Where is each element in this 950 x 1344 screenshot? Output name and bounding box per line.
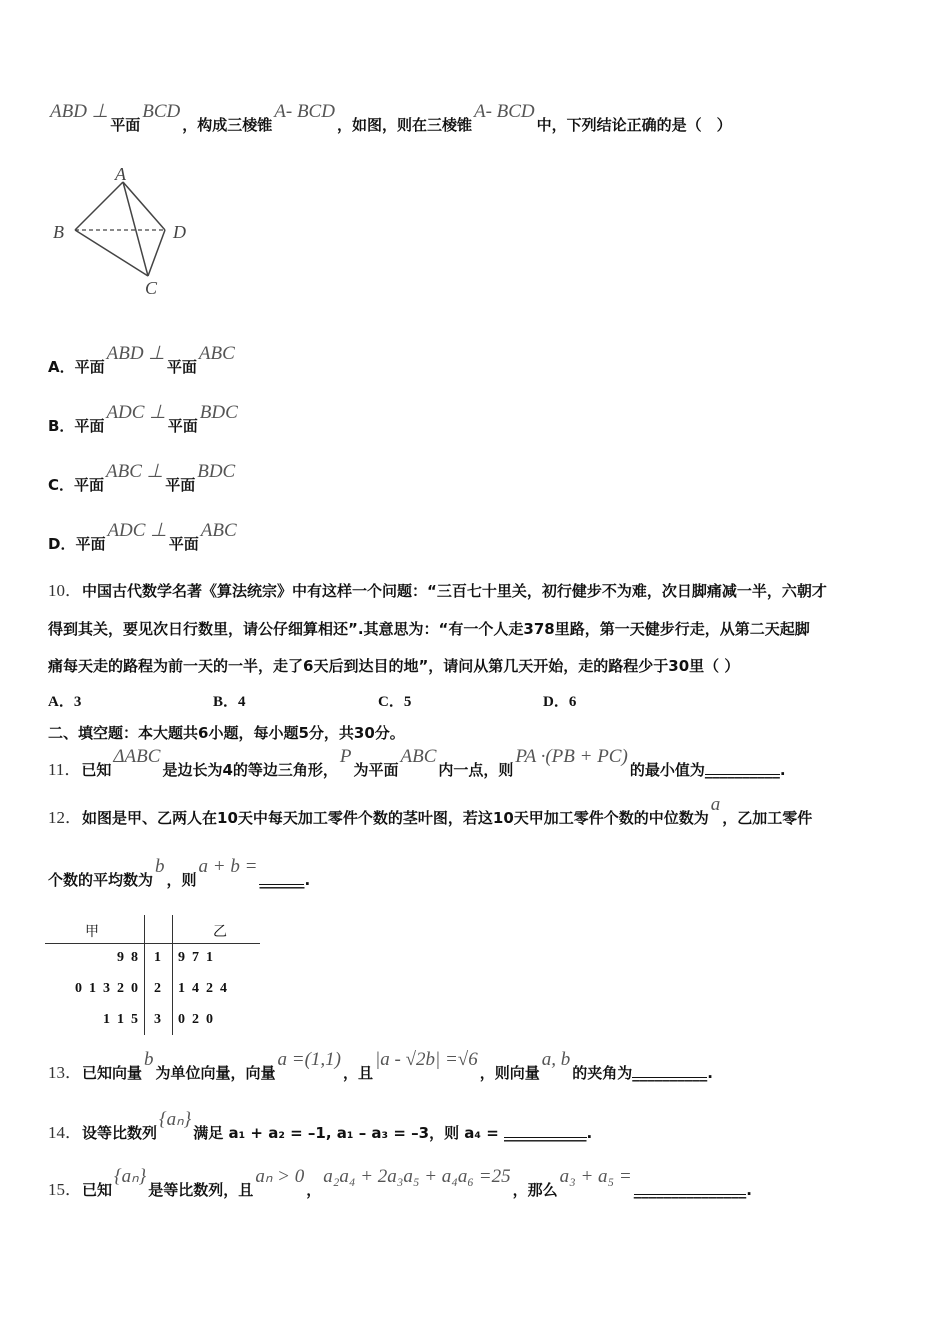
answer-blank: ___________ [504, 1124, 587, 1142]
answer-blank: ______ [259, 871, 305, 889]
right-leaves: 0 2 0 [178, 1012, 213, 1027]
math-expression: aₙ > 0 [255, 1166, 305, 1187]
text-segment: 为单位向量，向量 [155, 1064, 276, 1082]
label-d: D [173, 222, 186, 242]
answer-blank: __________ [704, 761, 780, 779]
math-expression: A‑ BCD [274, 101, 335, 122]
text-segment: 的夹角为 [572, 1064, 633, 1082]
text-segment: 平面 [167, 417, 198, 435]
text-segment: 设等比数列 [82, 1124, 158, 1142]
stem: 2 [154, 981, 161, 996]
question-14 [48, 1109, 593, 1143]
question-number: 14． [48, 1123, 82, 1142]
text-segment: ，构成三棱锥 [182, 116, 273, 134]
math-expression: ABC [200, 520, 237, 541]
text-segment: 二、填空题：本大题共6小题，每小题5分，共30分。 [48, 724, 405, 742]
question-10-line [48, 581, 827, 601]
label-a: A [115, 164, 126, 184]
math-expression: a + b = [198, 856, 258, 877]
math-expression: a₂a₄ + 2a₃a₅ + a₄a₆ =25 [323, 1166, 511, 1187]
text-segment: B．平面 [48, 417, 105, 435]
text-segment: 中国古代数学名著《算法统宗》中有这样一个问题：“三百七十里关，初行健步不为难，次日脚痛减一半，六朝才 [82, 582, 827, 600]
question-9-stem [48, 101, 732, 135]
math-expression: a₃ + a₅ = [559, 1166, 632, 1187]
text-segment: . [586, 1124, 593, 1142]
left-leaves: 0 1 3 2 0 [75, 981, 138, 996]
label-c: C [145, 278, 158, 298]
left-leaves: 1 1 5 [103, 1012, 138, 1027]
stem-divider-right [172, 915, 173, 1035]
text-segment: . [779, 761, 786, 779]
stem-leaf-table [45, 915, 260, 1035]
text-segment: ，且 [343, 1064, 374, 1082]
q10-option-b: B．4 [213, 694, 246, 710]
math-expression: {aₙ} [114, 1166, 147, 1187]
math-expression: BDC [199, 402, 238, 423]
text-segment: . [746, 1181, 752, 1199]
right-leaves: 9 7 1 [178, 950, 213, 965]
text-segment: 平面 [165, 476, 196, 494]
option-d [48, 520, 239, 554]
question-12-line [48, 794, 813, 828]
tetrahedron-figure [45, 160, 205, 300]
option-b [48, 402, 240, 436]
math-expression: a =(1,1) [277, 1049, 342, 1070]
math-expression: ABC [198, 343, 235, 364]
math-expression: BCD [142, 101, 181, 122]
math-expression: ABD ⊥ [50, 101, 109, 122]
header-jia: 甲 [85, 924, 99, 940]
section-heading [48, 723, 405, 743]
text-segment: C．平面 [48, 476, 105, 494]
text-segment: 平面 [110, 116, 141, 134]
math-expression: ABD ⊥ [106, 343, 165, 364]
answer-blank: __________ [632, 1064, 708, 1082]
math-expression: a, b [541, 1049, 571, 1070]
header-yi: 乙 [213, 924, 227, 940]
text-segment: . [304, 871, 311, 889]
text-segment: 中，下列结论正确的是（ ） [536, 116, 732, 134]
text-segment: 痛每天走的路程为前一天的一半，走了6天后到达目的地”，请问从第几天开始，走的路程少于30里（ ） [48, 657, 740, 675]
math-expression: b [144, 1049, 154, 1070]
text-segment: ，如图，则在三棱锥 [336, 116, 472, 134]
math-expression: |a ‑ √2b| =√6 [375, 1049, 478, 1070]
text-segment: 是边长为4的等边三角形， [162, 761, 338, 779]
question-15 [48, 1166, 752, 1200]
stem: 1 [154, 950, 161, 965]
stem-divider-left [144, 915, 145, 1035]
math-expression: ADC ⊥ [106, 402, 166, 423]
question-11 [48, 746, 786, 780]
question-number: 11． [48, 760, 82, 779]
option-a [48, 343, 237, 377]
edge-cd [148, 230, 165, 276]
answer-blank: _______________ [633, 1181, 747, 1199]
question-10-line [48, 619, 810, 639]
question-number: 10． [48, 581, 82, 600]
text-segment: 内一点，则 [438, 761, 514, 779]
text-segment: D．平面 [48, 535, 106, 553]
left-leaves: 9 8 [117, 950, 138, 965]
math-expression: A‑ BCD [473, 101, 535, 122]
math-expression: ABC ⊥ [106, 461, 164, 482]
math-expression: b [155, 856, 165, 877]
option-c [48, 461, 237, 495]
question-number: 15． [48, 1180, 82, 1199]
question-number: 12． [48, 808, 82, 827]
text-segment: 平面 [166, 358, 197, 376]
text-segment: ，那么 [512, 1181, 558, 1199]
text-segment: 为平面 [353, 761, 399, 779]
text-segment: 是等比数列，且 [148, 1181, 254, 1199]
text-segment: A．平面 [48, 358, 105, 376]
math-expression: {aₙ} [159, 1109, 192, 1130]
text-segment: 满足 a₁ + a₂ = –1, a₁ – a₃ = –3，则 a₄ = [193, 1124, 504, 1142]
math-expression: PA ·(PB + PC) [515, 746, 628, 767]
text-segment: ，则向量 [479, 1064, 540, 1082]
header-divider [45, 943, 260, 944]
text-segment: 个数的平均数为 [48, 871, 154, 889]
q10-option-d: D．6 [543, 694, 577, 710]
text-segment: 平面 [168, 535, 199, 553]
question-12-line [48, 856, 311, 890]
text-segment: 已知向量 [82, 1064, 143, 1082]
question-10-line [48, 656, 739, 676]
question-number: 13． [48, 1063, 82, 1082]
text-segment: . [707, 1064, 713, 1082]
edge-ab [75, 182, 123, 230]
math-expression: BDC [197, 461, 236, 482]
text-segment: 已知 [81, 761, 112, 779]
stem: 3 [154, 1012, 161, 1027]
text-segment: ， [306, 1181, 322, 1199]
text-segment: 的最小值为 [629, 761, 705, 779]
math-expression: ABC [400, 746, 437, 767]
text-segment: 已知 [82, 1181, 113, 1199]
text-segment: ，乙加工零件 [722, 809, 813, 827]
math-expression: a [710, 794, 721, 815]
math-expression: ΔABC [113, 746, 161, 767]
right-leaves: 1 4 2 4 [178, 981, 227, 996]
math-expression: ADC ⊥ [107, 520, 167, 541]
text-segment: 得到其关，要见次日行数里，请公仔细算相还”.其意思为：“有一个人走378里路，第一天健步行走，从第二天起脚 [48, 620, 810, 638]
q10-option-c: C．5 [378, 694, 412, 710]
q10-option-a: A．3 [48, 694, 82, 710]
question-13 [48, 1049, 713, 1083]
math-expression: P [339, 746, 352, 767]
text-segment: ，则 [166, 871, 197, 889]
label-b: B [53, 222, 64, 242]
text-segment: 如图是甲、乙两人在10天中每天加工零件个数的茎叶图，若这10天甲加工零件个数的中位数为 [82, 809, 709, 827]
